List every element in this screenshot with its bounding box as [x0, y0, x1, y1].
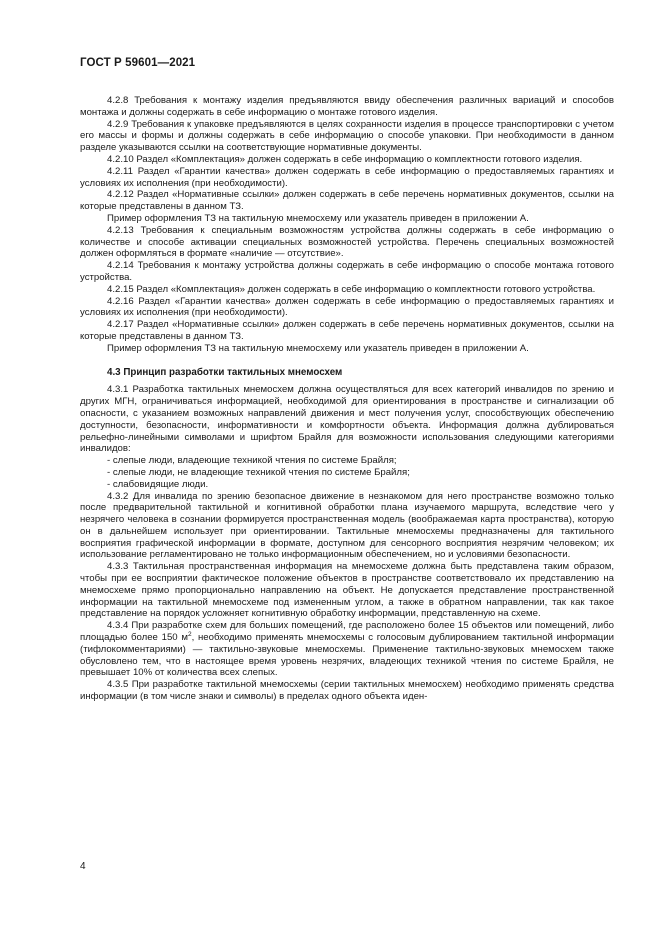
list-item: - слепые люди, не владеющие техникой чтения по системе Брайля;: [107, 466, 410, 478]
example-note-1: Пример оформления ТЗ на тактильную мнемосхему или указатель приведен в приложении А.: [107, 212, 529, 224]
page-body: [80, 95, 614, 703]
paragraph-4-3-3: 4.3.3 Тактильная пространственная информация на мнемосхеме должна быть представлена таким образом, чтобы при ее восприятии фактическое положение объектов в пространстве соответствовало их представлению на мнемосхеме прямо пропорционально направлению на объект. Не допускается представление пространственной информации на тактильной мнемосхеме под измененным углом, а также в обратном направлении, так как такое представление на порядок усложняет когнитивную обработку информации, представленную на схеме.: [80, 561, 614, 620]
paragraph-4-2-14: 4.2.14 Требования к монтажу устройства должны содержать в себе информацию о способе монтажа готового устройства.: [80, 260, 614, 283]
paragraph-4-2-17: 4.2.17 Раздел «Нормативные ссылки» должен содержать в себе перечень нормативных документов, ссылки на которые представлены в данном ТЗ.: [80, 319, 614, 342]
paragraph-4-3-5: 4.3.5 При разработке тактильной мнемосхемы (серии тактильных мнемосхем) необходимо применять средства информации (в том числе знаки и символы) в пределах одного объекта иден-: [80, 679, 614, 703]
paragraph-4-2-15: 4.2.15 Раздел «Комплектация» должен содержать в себе информацию о комплектности готового устройства.: [107, 283, 596, 295]
paragraph-4-2-9: 4.2.9 Требования к упаковке предъявляются в целях сохранности изделия в процессе транспортировки с учетом его массы и формы и должны содержать в себе информацию о способе упаковки. При необходимости в данном разделе указываются ссылки на соответствующие нормативные документы.: [80, 118, 614, 154]
paragraph-4-2-16: 4.2.16 Раздел «Гарантии качества» должен содержать в себе информацию о предоставляемых гарантиях и условиях их исполнения (при необходимости).: [80, 295, 614, 319]
paragraph-4-2-13: 4.2.13 Требования к специальным возможностям устройства должны содержать в себе информацию о количестве и способе активации специальных возможностей устройства. Перечень специальных возможностей должен оформляться в формате «наличие — отсутствие».: [80, 224, 614, 260]
page-number: 4: [80, 861, 86, 872]
paragraph-4-2-8: 4.2.8 Требования к монтажу изделия предъявляются ввиду обеспечения различных вариаций и способов монтажа и должны содержать в себе информацию о монтаже готового изделия.: [80, 95, 614, 118]
paragraph-4-3-2: 4.3.2 Для инвалида по зрению безопасное движение в незнакомом для него пространстве возможно только после предварительной тактильной и когнитивной обработки плана изучаемого маршрута, вследствие чего у незрячего человека в сознании формируется пространственная модель (воображаемая карта пространства), которую он в дальнейшем использует при ориентировании. Тактильные мнемосхемы предназначены для тактильного восприятия графической информации в формате, доступном для сенсорного восприятия незрячим человеком; их использование регламентировано не только информационным обеспечением, но и условиями безопасности.: [80, 490, 614, 561]
section-title-4-3: 4.3 Принцип разработки тактильных мнемосхем: [107, 366, 343, 378]
superscript-two: 2: [187, 630, 192, 638]
list-item: - слепые люди, владеющие техникой чтения по системе Брайля;: [107, 455, 397, 467]
paragraph-4-3-4-text-start: 4.3.4 При разработке схем для больших помещений, где расположено более 15 объектов или помещений, либо площадью более 150 м: [80, 620, 614, 644]
disability-category-list: [80, 455, 614, 490]
paragraph-4-2-12: 4.2.12 Раздел «Нормативные ссылки» должен содержать в себе перечень нормативных документов, ссылки на которые представлены в данном ТЗ.: [80, 189, 614, 213]
paragraph-4-3-4: [80, 620, 614, 679]
list-item: - слабовидящие люди.: [107, 478, 209, 490]
paragraph-4-2-11: 4.2.11 Раздел «Гарантии качества» должен содержать в себе информацию о предоставляемых гарантиях и условиях их исполнения (при необходимости).: [80, 165, 614, 189]
document-header: ГОСТ Р 59601—2021: [80, 57, 196, 69]
paragraph-4-3-1: 4.3.1 Разработка тактильных мнемосхем должна осуществляться для всех категорий инвалидов по зрению и других МГН, ограничиваться информацией, необходимой для ориентирования в пространстве и сигнализации об опасности, с указанием возможных направлений движения и мест получения услуг, способствующих обеспечению доступности, безопасности, информативности и комфортности объекта. Информация должна дублироваться рельефно-линейными символами и шрифтом Брайля для возможности использования следующими категориями инвалидов:: [80, 384, 614, 455]
paragraph-4-2-10: 4.2.10 Раздел «Комплектация» должен содержать в себе информацию о комплектности готового изделия.: [107, 153, 583, 165]
example-note-2: Пример оформления ТЗ на тактильную мнемосхему или указатель приведен в приложении А.: [107, 342, 529, 354]
paragraph-4-3-4-text-end: , необходимо применять мнемосхемы с голосовым дублированием тактильной информации (тифлокомментариями) — тактильно-звуковые мнемосхемы. Применение тактильно-звуковых мнемосхем также обусловлено тем, что в настоящее время уровень незрячих, владеющих техникой чтения по системе Брайля, не превышает 10% от количества всех слепых.: [80, 632, 614, 679]
